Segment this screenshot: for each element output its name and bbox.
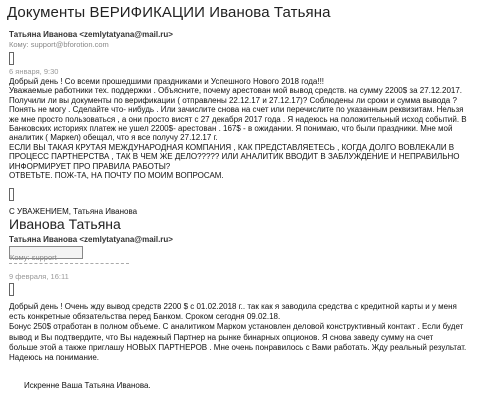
email2-attachment-box[interactable] xyxy=(9,283,14,296)
email1-body xyxy=(9,77,471,180)
email2-signature: Искренне Ваша Татьяна Иванова. xyxy=(24,381,151,390)
email1-line: ЕСЛИ ВЫ ТАКАЯ КРУТАЯ МЕЖДУНАРОДНАЯ КОМПАНИЯ , КАК ПРЕДСТАВЛЯЕТЕСЬ , КОГДА ДОЛГО ВОВЛЕКАЛИ В xyxy=(9,142,455,152)
email2-line: больше этой а также приглашу НОВЫХ ПАРТНЕРОВ . Мне очень понравилось с Вами работать. Жду реальный результат. xyxy=(9,342,467,352)
email2-body xyxy=(9,302,471,363)
email1-line: ПРОЦЕСС ПАРТНЕРСТВА , ТАК В ЧЕМ ЖЕ ДЕЛО????? ИЛИ АНАЛИТИК ВВОДИТ В ЗАБЛУЖДЕНИЕ И НЕПРАВИЛЬНО xyxy=(9,152,460,162)
email2-line: Добрый день ! Очень жду вывод средств 2200 $ с 01.02.2018 г.. так как я заводила средства с кредитной карты и у меня xyxy=(9,302,457,311)
email2-header-name: Иванова Татьяна xyxy=(9,216,121,232)
email1-line: Уважаемые работники тех. поддержки . Объясните, почему арестован мой вывод средств. на сумму 2200$ за 27.12.2017. xyxy=(9,86,463,96)
email2-recipient-field[interactable] xyxy=(9,246,83,262)
email2-line: вывод и Вы подтвердите, что Вы надежный Партнер на рынке бинарных опционов. Я снова заведу сумму на счет xyxy=(9,332,434,342)
email1-line: аналитик ( Маркел) обещал, что я все получу 27.12.17 г. xyxy=(9,133,218,143)
email2-line: есть конкретные обязательства перед Банком. Сроком сегодня 09.02.18. xyxy=(9,312,281,322)
email2-sender[interactable]: Татьяна Иванова <zemlytatyana@mail.ru> xyxy=(9,235,173,244)
email2-date: 9 февраля, 16:11 xyxy=(9,272,69,281)
email1-line: Получили ли вы документы по верификации ( отправлены 22.12.17 и 27.12.17)? Соблюдены ли сроки и сумма вывода ? xyxy=(9,95,457,105)
email1-line: Добрый день ! Со всеми прошедшими праздниками и Успешного Нового 2018 года!!! xyxy=(9,77,325,86)
email1-quote-box[interactable] xyxy=(9,188,14,201)
email1-signature: С УВАЖЕНИЕМ, Татьяна Иванова xyxy=(9,207,138,216)
thread-title: Документы ВЕРИФИКАЦИИ Иванова Татьяна xyxy=(7,4,331,21)
email1-sender[interactable]: Татьяна Иванова <zemlytatyana@mail.ru> xyxy=(9,30,173,39)
email1-line: ИНФОРМИРУЕТ ПРО ПРАВИЛА РАБОТЫ? xyxy=(9,161,171,171)
email1-line: Банковских историях платеж не ушел 2200$- арестован . 167$ - в ожидании. Я понимаю, что были праздники. Мне мой xyxy=(9,124,453,134)
email2-recipient: Кому: support xyxy=(10,253,57,262)
email1-line: ОТВЕТЬТЕ. ПОЖ-ТА, НА ПОЧТУ ПО МОИМ ВОПРОСАМ. xyxy=(9,171,224,181)
email2-line: Надеюсь на понимание. xyxy=(9,353,99,363)
email2-line: Бонус 250$ отработан в полном объеме. С аналитиком Марком установлен деловой конструктивный контакт . Если будет xyxy=(9,322,464,332)
email2-divider xyxy=(9,263,129,264)
email1-recipient[interactable]: Кому: support@bforotion.com xyxy=(9,40,109,49)
email1-attachment-box[interactable] xyxy=(9,52,14,65)
email1-line: Понять не могу . Сделайте что- нибудь . Или зачислите снова на счет или перечислите по указанным реквизитам. Нельзя xyxy=(9,105,464,115)
email1-date: 6 января, 9:30 xyxy=(9,67,59,76)
email1-line: же мне просто пользоваться , а они просто висят с 27 декабря 2017 года . Я надеюсь на положительный исход событий. В xyxy=(9,114,467,124)
